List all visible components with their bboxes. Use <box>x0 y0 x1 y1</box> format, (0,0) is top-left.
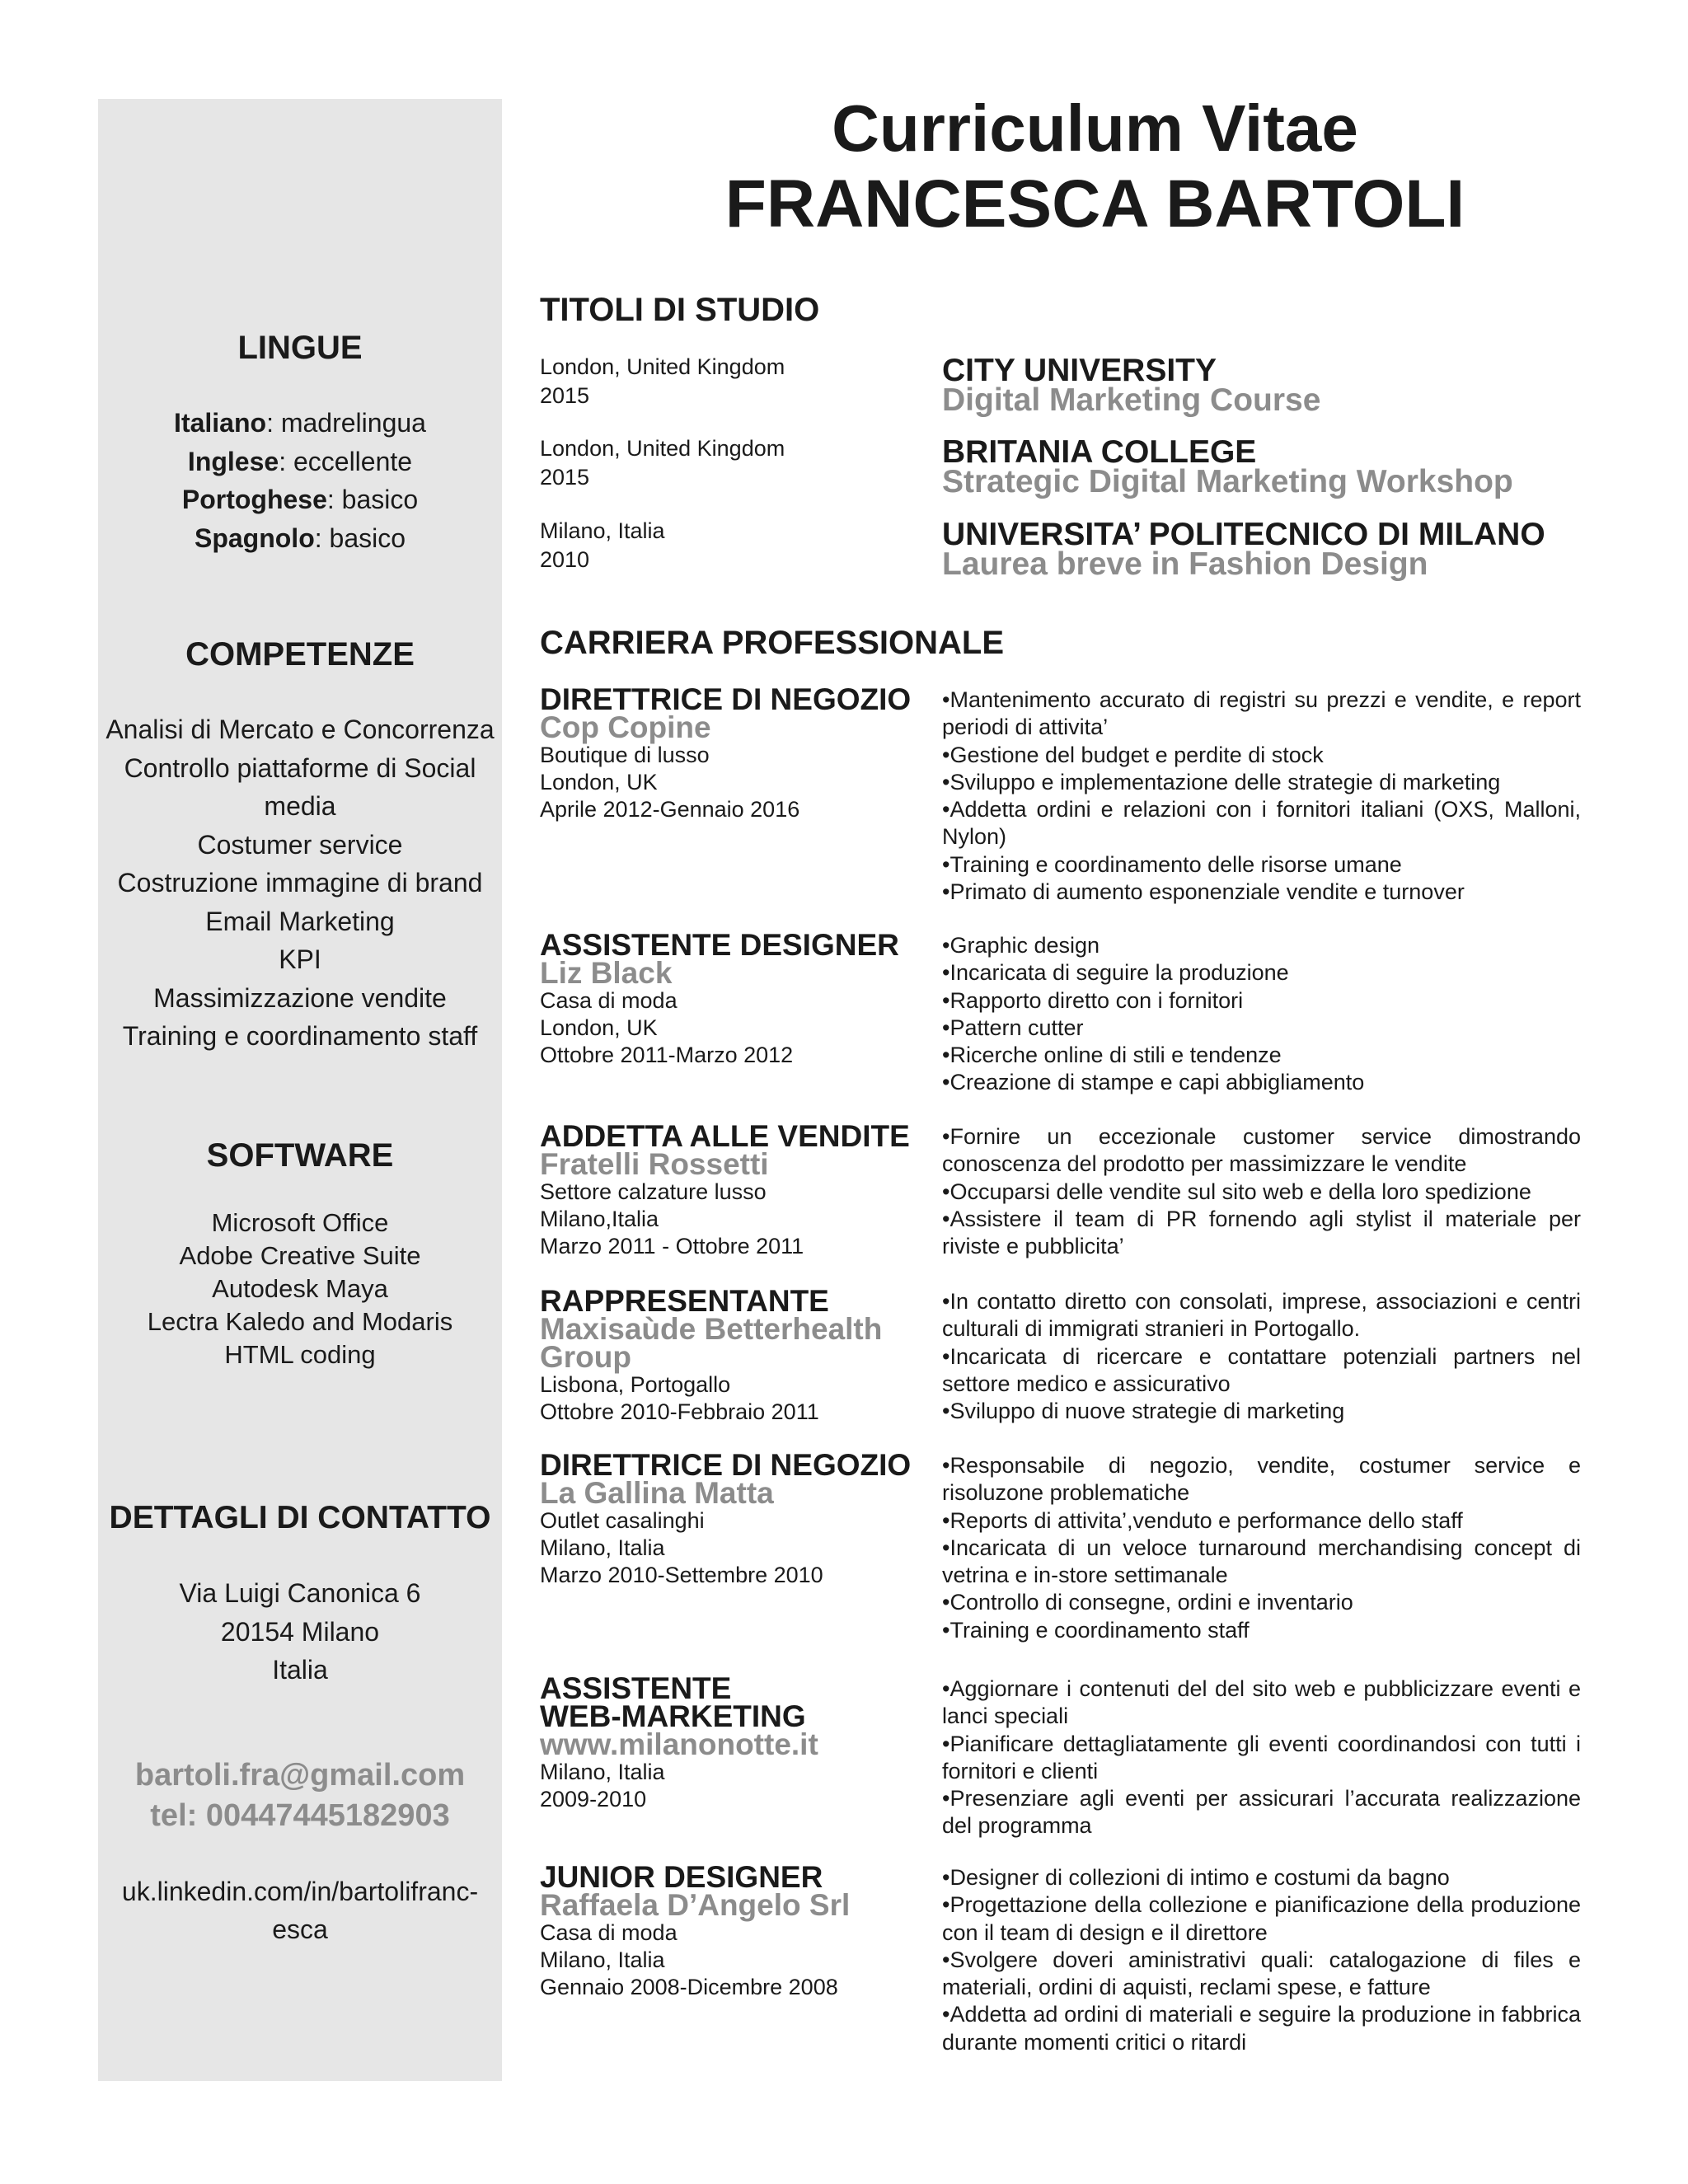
job-meta: Boutique di lusso <box>540 743 710 767</box>
responsibility-item: • Mantenimento accurato di registri su prezzi e vendite, e report periodi di attivita’ <box>942 687 1581 742</box>
skills-section <box>98 635 502 1056</box>
contact-section <box>98 1498 502 1949</box>
job-responsibilities <box>942 1675 1581 1840</box>
software-item: Autodesk Maya <box>212 1274 388 1303</box>
education-course: Laurea breve in Fashion Design <box>942 546 1428 582</box>
job-title: ASSISTENTE DESIGNER <box>540 928 899 962</box>
responsibility-item: • Pianificare dettagliatamente gli eventi coordinandosi con tutti i fornitori e clienti <box>942 1731 1581 1786</box>
skill-item: Costumer service <box>197 829 403 860</box>
education-entry <box>942 517 1545 582</box>
responsibility-item: • Creazione di stampe e capi abbigliamento <box>942 1069 1581 1096</box>
responsibility-item: • Pattern cutter <box>942 1015 1581 1042</box>
job-title: ASSISTENTE <box>540 1671 732 1705</box>
job-meta: London, UK <box>540 1015 658 1040</box>
responsibility-item: • Occuparsi delle vendite sul sito web e della loro spedizione <box>942 1179 1581 1206</box>
software-item: Adobe Creative Suite <box>179 1241 421 1270</box>
job-title: WEB-MARKETING <box>540 1699 806 1733</box>
address-line: Via Luigi Canonica 6 <box>179 1578 421 1608</box>
job-meta: Casa di moda <box>540 1920 678 1945</box>
job-meta: Aprile 2012-Gennaio 2016 <box>540 797 800 822</box>
languages-section <box>98 328 502 557</box>
job-company: La Gallina Matta <box>540 1476 774 1510</box>
education-course: Digital Marketing Course <box>942 382 1321 418</box>
education-place-date: London, United Kingdom 2015 <box>540 354 785 408</box>
responsibility-item: • Addetta ordini e relazioni con i fornitori italiani (OXS, Malloni, Nylon) <box>942 796 1581 851</box>
job-responsibilities <box>942 1864 1581 2056</box>
job-title: DIRETTRICE DI NEGOZIO <box>540 1448 912 1482</box>
skill-item: Email Marketing <box>205 906 395 936</box>
linkedin-link[interactable]: uk.linkedin.com/in/bartolifranc- <box>121 1876 479 1906</box>
job-summary <box>540 1119 927 1260</box>
responsibility-item: • Sviluppo di nuove strategie di marketing <box>942 1398 1581 1425</box>
responsibility-item: • Controllo di consegne, ordini e inventario <box>942 1589 1581 1616</box>
responsibility-item: • Responsabile di negozio, vendite, costumer service e risoluzone problematiche <box>942 1452 1581 1507</box>
job-meta: Casa di moda <box>540 988 678 1013</box>
skill-item: Costruzione immagine di brand <box>117 868 483 898</box>
education-place-date: London, United Kingdom 2015 <box>540 436 785 490</box>
job-company: Maxisaùde Betterhealth <box>540 1312 883 1346</box>
job-responsibilities <box>942 1123 1581 1260</box>
career-heading: CARRIERA PROFESSIONALE <box>540 625 1005 661</box>
job-company: www.milanonotte.it <box>540 1727 818 1761</box>
job-title: RAPPRESENTANTE <box>540 1284 829 1318</box>
job-company: Cop Copine <box>540 710 711 744</box>
education-place-date: Milano, Italia 2010 <box>540 518 665 572</box>
skill-item: Massimizzazione vendite <box>153 982 447 1013</box>
job-company: Group <box>540 1340 631 1374</box>
education-course: Strategic Digital Marketing Workshop <box>942 464 1513 499</box>
job-summary <box>540 1284 927 1426</box>
responsibility-item: • Designer di collezioni di intimo e costumi da bagno <box>942 1864 1581 1891</box>
job-meta: Milano,Italia <box>540 1207 659 1231</box>
job-title: JUNIOR DESIGNER <box>540 1860 823 1894</box>
job-meta: Milano, Italia <box>540 1947 665 1972</box>
job-meta: London, UK <box>540 770 658 794</box>
skill-item: KPI <box>279 944 321 974</box>
language-item: Italiano: madrelingua <box>174 408 426 438</box>
skills-heading: COMPETENZE <box>185 636 415 673</box>
job-meta: Ottobre 2010-Febbraio 2011 <box>540 1399 819 1424</box>
contact-heading: DETTAGLI DI CONTATTO <box>109 1500 491 1535</box>
responsibility-item: • Rapporto diretto con i fornitori <box>942 987 1581 1015</box>
job-meta: Settore calzature lusso <box>540 1179 767 1204</box>
job-meta: Lisbona, Portogallo <box>540 1372 731 1397</box>
job-responsibilities <box>942 1452 1581 1644</box>
job-summary <box>540 1448 927 1589</box>
responsibility-item: • Ricerche online di stili e tendenze <box>942 1042 1581 1069</box>
job-meta: Marzo 2011 - Ottobre 2011 <box>540 1234 804 1258</box>
linkedin-link-continued[interactable]: esca <box>272 1915 328 1944</box>
software-heading: SOFTWARE <box>206 1137 394 1174</box>
education-entry <box>942 353 1321 418</box>
language-item: Spagnolo: basico <box>194 523 406 553</box>
language-item: Portoghese: basico <box>181 485 419 514</box>
software-section <box>98 1136 502 1371</box>
responsibility-item: • Primato di aumento esponenziale vendite e turnover <box>942 879 1581 906</box>
cv-title: Curriculum Vitae <box>832 91 1358 165</box>
job-summary <box>540 682 927 823</box>
software-item: Lectra Kaledo and Modaris <box>147 1307 453 1336</box>
education-heading: TITOLI DI STUDIO <box>540 292 820 328</box>
responsibility-item: • Incaricata di un veloce turnaround merchandising concept di vetrina e in-store settimanale <box>942 1535 1581 1590</box>
skill-item: media <box>264 791 336 821</box>
email-link[interactable]: bartoli.fra@gmail.com <box>134 1757 466 1793</box>
job-summary <box>540 1671 927 1813</box>
cv-header <box>502 91 1688 242</box>
job-meta: Marzo 2010-Settembre 2010 <box>540 1563 823 1587</box>
responsibility-item: • Sviluppo e implementazione delle strategie di marketing <box>942 769 1581 796</box>
software-item: HTML coding <box>224 1340 376 1369</box>
job-title: ADDETTA ALLE VENDITE <box>540 1119 910 1153</box>
address-line: Italia <box>272 1655 328 1685</box>
address-line: 20154 Milano <box>220 1616 380 1647</box>
responsibility-item: • Fornire un eccezionale customer service dimostrando conoscenza del prodotto per massimizzare le vendite <box>942 1123 1581 1179</box>
job-title: DIRETTRICE DI NEGOZIO <box>540 682 912 716</box>
education-entry <box>942 434 1513 499</box>
job-meta: Gennaio 2008-Dicembre 2008 <box>540 1975 838 1999</box>
job-summary <box>540 1860 927 2001</box>
education-institution: CITY UNIVERSITY <box>942 353 1217 388</box>
skill-item: Analisi di Mercato e Concorrenza <box>106 715 495 744</box>
cv-name: FRANCESCA BARTOLI <box>724 166 1465 241</box>
job-meta: Milano, Italia <box>540 1760 665 1784</box>
education-institution: UNIVERSITA’ POLITECNICO DI MILANO <box>942 517 1545 552</box>
phone-number: tel: 00447445182903 <box>150 1797 450 1833</box>
job-meta: Ottobre 2011-Marzo 2012 <box>540 1043 794 1067</box>
responsibility-item: • Addetta ad ordini di materiali e seguire la produzione in fabbrica durante momenti critici o ritardi <box>942 2001 1581 2056</box>
languages-heading: LINGUE <box>237 330 363 366</box>
job-meta: Milano, Italia <box>540 1535 665 1560</box>
responsibility-item: • Graphic design <box>942 932 1581 959</box>
responsibility-item: • Training e coordinamento delle risorse umane <box>942 851 1581 879</box>
job-responsibilities <box>942 1288 1581 1425</box>
skill-item: Training e coordinamento staff <box>122 1021 478 1051</box>
software-item: Microsoft Office <box>211 1208 389 1237</box>
responsibility-item: • Aggiornare i contenuti del del sito web e pubblicizzare eventi e lanci speciali <box>942 1675 1581 1731</box>
responsibility-item: • Incaricata di seguire la produzione <box>942 959 1581 987</box>
job-company: Raffaela D’Angelo Srl <box>540 1888 851 1922</box>
responsibility-item: • Gestione del budget e perdite di stock <box>942 742 1581 769</box>
job-responsibilities <box>942 932 1581 1097</box>
responsibility-item: • Incaricata di ricercare e contattare potenziali partners nel settore medico e assicurativo <box>942 1343 1581 1399</box>
job-summary <box>540 928 927 1069</box>
responsibility-item: • Training e coordinamento staff <box>942 1617 1581 1644</box>
job-company: Liz Black <box>540 956 673 990</box>
responsibility-item: • Progettazione della collezione e pianificazione della produzione con il team di design e il direttore <box>942 1891 1581 1947</box>
responsibility-item: • In contatto diretto con consolati, imprese, associazioni e centri culturali di immigrati stranieri in Portogallo. <box>942 1288 1581 1343</box>
responsibility-item: • Presenziare agli eventi per assicurari l’accurata realizzazione del programma <box>942 1785 1581 1840</box>
job-meta: Outlet casalinghi <box>540 1508 705 1533</box>
job-responsibilities <box>942 687 1581 906</box>
language-item: Inglese: eccellente <box>187 446 413 476</box>
responsibility-item: • Reports di attivita’,venduto e performance dello staff <box>942 1507 1581 1535</box>
job-meta: 2009-2010 <box>540 1787 647 1811</box>
responsibility-item: • Svolgere doveri aministrativi quali: catalogazione di files e materiali, ordini di aquisti, reclami spese, e fatture <box>942 1947 1581 2002</box>
responsibility-item: • Assistere il team di PR fornendo agli stylist il materiale per riviste e pubblicita’ <box>942 1206 1581 1261</box>
education-institution: BRITANIA COLLEGE <box>942 434 1257 470</box>
job-company: Fratelli Rossetti <box>540 1147 769 1181</box>
skill-item: Controllo piattaforme di Social <box>124 752 476 783</box>
